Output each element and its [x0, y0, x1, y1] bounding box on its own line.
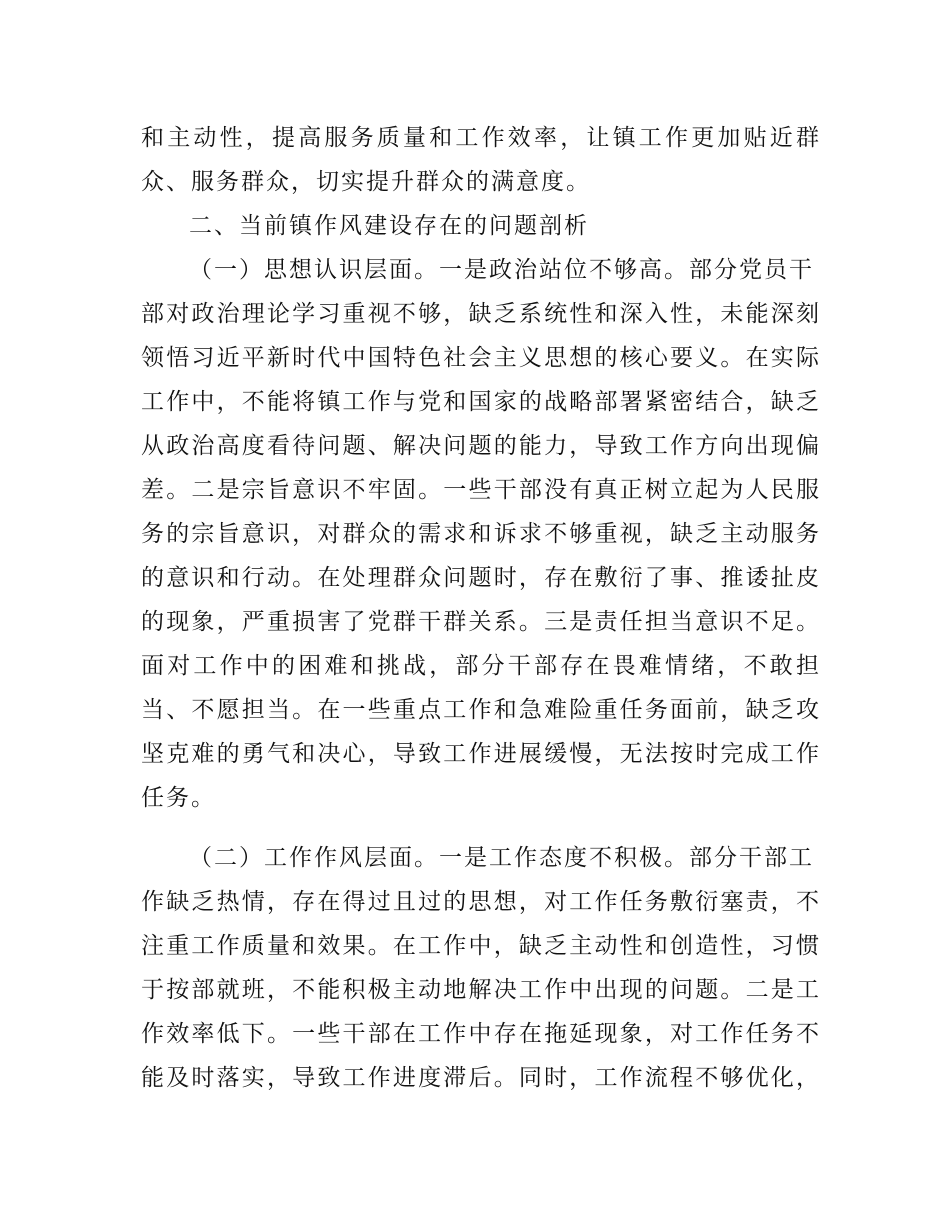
- text-line: 任务。: [141, 785, 216, 811]
- text-line: 务的宗旨意识，对群众的需求和诉求不够重视，缺乏主动服务: [141, 521, 821, 547]
- text-line: 和主动性，提高服务质量和工作效率，让镇工作更加贴近群: [141, 125, 821, 151]
- text-line: 的意识和行动。在处理群众问题时，存在敷衍了事、推诿扯皮: [141, 565, 821, 591]
- text-line: 领悟习近平新时代中国特色社会主义思想的核心要义。在实际: [141, 345, 821, 371]
- text-line: 的现象，严重损害了党群干群关系。三是责任担当意识不足。: [141, 609, 821, 635]
- text-line: 从政治高度看待问题、解决问题的能力，导致工作方向出现偏: [141, 433, 821, 459]
- text-line: （一）思想认识层面。一是政治站位不够高。部分党员干: [189, 257, 814, 283]
- text-line: 众、服务群众，切实提升群众的满意度。: [141, 169, 591, 195]
- text-line: 当、不愿担当。在一些重点工作和急难险重任务面前，缺乏攻: [141, 697, 821, 723]
- text-line: 能及时落实，导致工作进度滞后。同时，工作流程不够优化，: [141, 1065, 821, 1091]
- text-line: 差。二是宗旨意识不牢固。一些干部没有真正树立起为人民服: [141, 477, 821, 503]
- paragraph-gap: [141, 820, 821, 836]
- text-line: 面对工作中的困难和挑战，部分干部存在畏难情绪，不敢担: [141, 653, 821, 679]
- text-line: 于按部就班，不能积极主动地解决工作中出现的问题。二是工: [141, 977, 821, 1003]
- section-heading: 二、当前镇作风建设存在的问题剖析: [189, 213, 589, 239]
- text-line: 作缺乏热情，存在得过且过的思想，对工作任务敷衍塞责，不: [141, 889, 821, 915]
- document-body: [141, 116, 821, 1100]
- text-line: 部对政治理论学习重视不够，缺乏系统性和深入性，未能深刻: [141, 301, 821, 327]
- text-line: （二）工作作风层面。一是工作态度不积极。部分干部工: [189, 845, 814, 871]
- text-line: 注重工作质量和效果。在工作中，缺乏主动性和创造性，习惯: [141, 933, 821, 959]
- text-line: 工作中，不能将镇工作与党和国家的战略部署紧密结合，缺乏: [141, 389, 821, 415]
- text-line: 坚克难的勇气和决心，导致工作进展缓慢，无法按时完成工作: [141, 741, 821, 767]
- text-line: 作效率低下。一些干部在工作中存在拖延现象，对工作任务不: [141, 1021, 821, 1047]
